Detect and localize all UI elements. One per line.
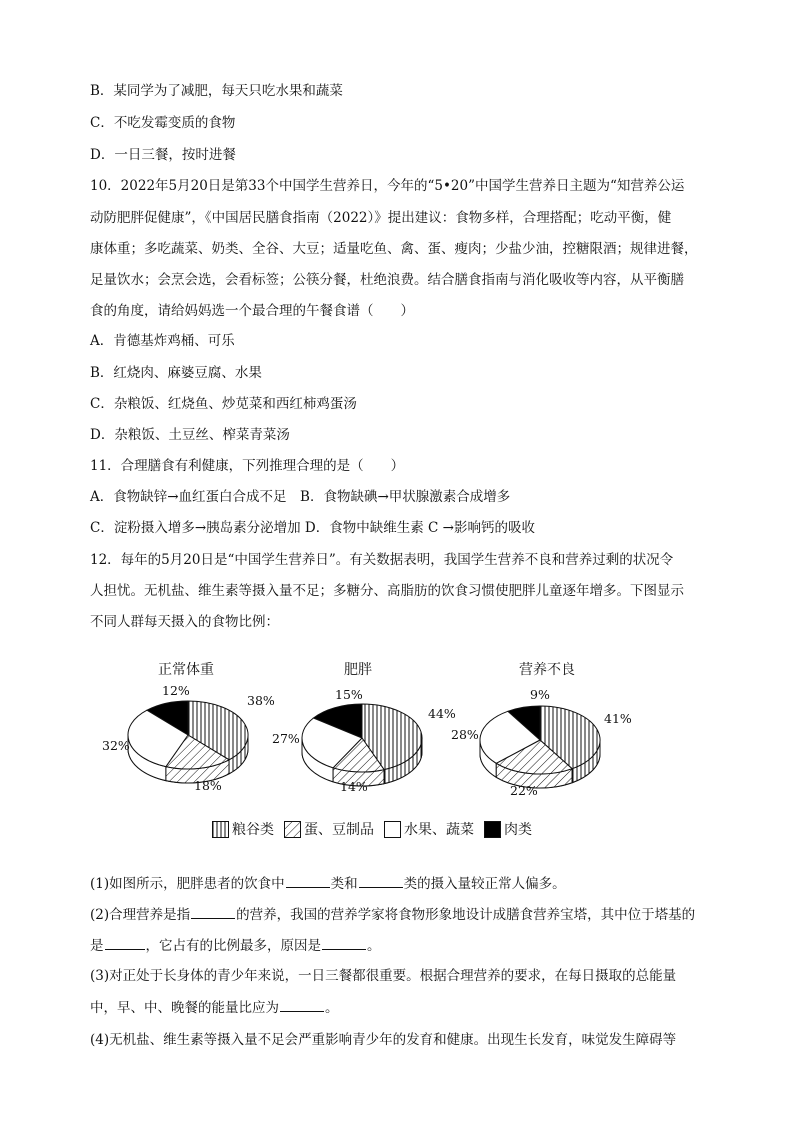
- legend-swatch-egg-bean: [284, 821, 301, 838]
- legend-item-grain: [212, 819, 274, 839]
- q12-sub-3-line-1: (3)对正处于长身体的青少年来说，一日三餐都很重要。根据合理营养的要求，在每日摄取的总能量: [90, 968, 677, 984]
- answer-blank-5[interactable]: [322, 935, 366, 950]
- q10-stem-line-3: 康体重；多吃蔬菜、奶类、全谷、大豆；适量吃鱼、禽、蛋、瘦肉；少盐少油，控糖限酒；规律进餐，: [90, 241, 698, 257]
- q11-stem: 11．合理膳食有利健康，下列推理合理的是（ ）: [90, 458, 405, 474]
- q9-option-b: B．某同学为了减肥，每天只吃水果和蔬菜: [90, 83, 343, 99]
- answer-blank-2[interactable]: [359, 873, 403, 888]
- q10-option-d: D．杂粮饭、土豆丝、榨菜青菜汤: [90, 427, 290, 443]
- q10-option-b: B．红烧肉、麻婆豆腐、水果: [90, 365, 262, 381]
- pie-obese: [302, 704, 422, 786]
- legend-swatch-grain: [212, 821, 229, 838]
- legend-label-egg-bean: 蛋、豆制品: [304, 822, 374, 838]
- pie-normal-label-grain: 38%: [247, 693, 275, 708]
- legend-label-meat: 肉类: [504, 822, 532, 838]
- q12-sub2-text-b: 的营养，我国的营养学家将食物形象地设计成膳食营养宝塔，其中位于塔基的: [236, 907, 696, 923]
- q12-sub-1: [90, 873, 566, 894]
- q12-stem-line-3: 不同人群每天摄入的食物比例：: [90, 614, 279, 630]
- q12-sub1-text-c: 类的摄入量较正常人偏多。: [403, 876, 566, 892]
- legend-swatch-fruit-veg: [384, 821, 401, 838]
- pie-title-obese: 肥胖: [344, 662, 372, 678]
- q12-sub-3-line-2: [90, 997, 339, 1018]
- q12-stem-line-2: 人担忧。无机盐、维生素等摄入量不足；多糖分、高脂肪的饮食习惯使肥胖儿童逐年增多。下图显示: [90, 583, 684, 599]
- pie-obese-label-grain: 44%: [428, 706, 456, 721]
- answer-blank-6[interactable]: [280, 997, 324, 1012]
- q12-sub1-text-b: 类和: [330, 876, 358, 892]
- legend-label-grain: 粮谷类: [232, 822, 274, 838]
- pie-normal: [128, 701, 248, 783]
- pie-title-malnourished: 营养不良: [519, 662, 575, 678]
- q10-stem-line-2: 动防肥胖促健康”，《中国居民膳食指南（2022）》提出建议：食物多样，合理搭配；吃动平衡，健: [90, 210, 672, 226]
- pie-malnourished-label-fruit: 28%: [451, 727, 479, 742]
- chart-legend: [212, 819, 542, 839]
- q11-options-row-1: A．食物缺锌→血红蛋白合成不足 B．食物缺碘→甲状腺激素合成增多: [90, 489, 511, 505]
- pie-obese-label-egg: 14%: [340, 779, 368, 794]
- q10-option-a: A．肯德基炸鸡桶、可乐: [90, 333, 235, 349]
- q9-option-d: D．一日三餐，按时进餐: [90, 147, 236, 163]
- answer-blank-4[interactable]: [105, 935, 145, 950]
- q12-sub3-text-b: 。: [325, 1000, 339, 1016]
- pie-obese-label-fruit: 27%: [272, 731, 300, 746]
- legend-swatch-meat: [484, 821, 501, 838]
- q12-sub2-text-e: 。: [367, 938, 381, 954]
- pie-obese-label-meat: 15%: [335, 687, 363, 702]
- q12-sub-4: (4)无机盐、维生素等摄入量不足会严重影响青少年的发育和健康。出现生长发育，味觉发生障碍等: [90, 1032, 677, 1048]
- q12-stem-line-1: 12．每年的5月20日是“中国学生营养日”。有关数据表明，我国学生营养不良和营养过剩的状况令: [90, 552, 674, 568]
- q12-sub-2-line-2: [90, 935, 381, 956]
- legend-label-fruit-veg: 水果、蔬菜: [404, 822, 474, 838]
- q12-sub3-text-a: 中，早、中、晚餐的能量比应为: [90, 1000, 279, 1016]
- pie-malnourished-label-meat: 9%: [530, 687, 550, 702]
- pie-normal-label-egg: 18%: [194, 778, 222, 793]
- q12-sub2-text-a: (2)合理营养是指: [90, 907, 191, 923]
- pie-malnourished-label-grain: 41%: [604, 711, 632, 726]
- q12-sub1-text-a: (1)如图所示，肥胖患者的饮食中: [90, 876, 285, 892]
- q10-stem-line-5: 食的角度，请给妈妈选一个最合理的午餐食谱（ ）: [90, 303, 414, 319]
- answer-blank-1[interactable]: [286, 873, 330, 888]
- q10-stem-line-4: 足量饮水；会烹会选，会看标签；公筷分餐，杜绝浪费。结合膳食指南与消化吸收等内容，从平衡膳: [90, 272, 684, 288]
- legend-item-meat: [484, 819, 532, 839]
- legend-item-fruit-veg: [384, 819, 474, 839]
- q10-stem-line-1: 10．2022年5月20日是第33个中国学生营养日，今年的“5•20”中国学生营养日主题为“知营养公运: [90, 178, 685, 194]
- q10-option-c: C．杂粮饭、红烧鱼、炒苋菜和西红柿鸡蛋汤: [90, 396, 357, 412]
- pie-title-normal: 正常体重: [158, 662, 214, 678]
- pie-normal-label-meat: 12%: [162, 683, 190, 698]
- legend-item-egg-bean: [284, 819, 374, 839]
- q12-sub-2-line-1: [90, 904, 695, 925]
- q9-option-c: C．不吃发霉变质的食物: [90, 115, 236, 131]
- q11-options-row-2: C．淀粉摄入增多→胰岛素分泌增加 D．食物中缺维生素 C →影响钙的吸收: [90, 520, 535, 536]
- answer-blank-3[interactable]: [191, 904, 235, 919]
- pie-malnourished-label-egg: 22%: [510, 783, 538, 798]
- q12-sub2-text-d: ，它占有的比例最多，原因是: [145, 938, 321, 954]
- pie-malnourished: [480, 706, 600, 788]
- q12-sub2-text-c: 是: [90, 938, 104, 954]
- pie-normal-label-fruit: 32%: [102, 738, 130, 753]
